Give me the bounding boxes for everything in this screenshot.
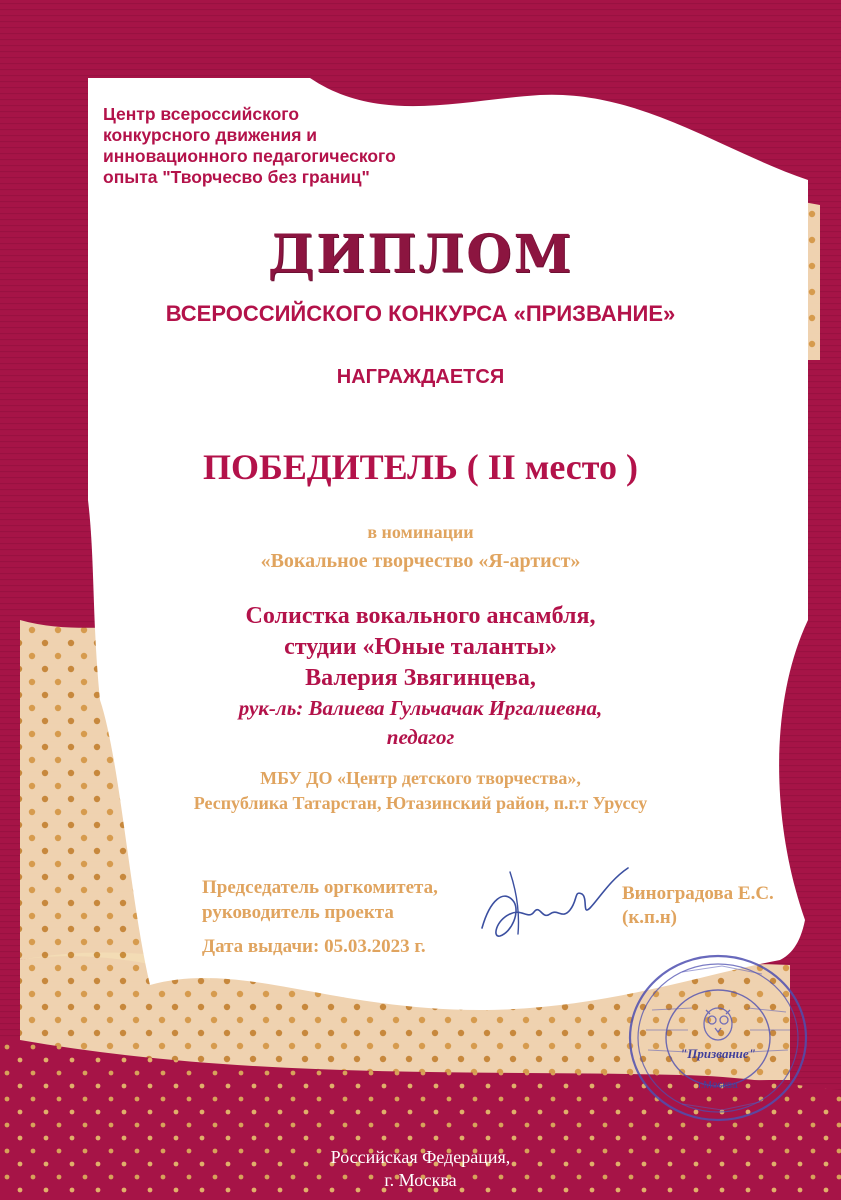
awarded-label: НАГРАЖДАЕТСЯ [336,366,505,388]
winner-description: Солистка вокального ансамбля, [245,603,596,629]
signatory-degree: (к.п.н) [622,907,677,928]
paper-sheet [88,78,808,1010]
institution-name: МБУ ДО «Центр детского творчества», [260,768,581,788]
winner-studio: студии «Юные таланты» [284,634,557,660]
nomination-label: в номинации [367,522,474,542]
signatory-name: Виноградова Е.С. [622,883,774,904]
footer-city: г. Москва [384,1170,457,1190]
institution-location: Республика Татарстан, Ютазинский район, п.г.т Уруссу [193,793,648,813]
signatory-role-2: руководитель проекта [202,902,394,923]
leader-role: педагог [386,725,455,749]
stamp-seal [622,950,814,1126]
stamp-city: г.Москва [698,1080,738,1091]
winner-name: Валерия Звягинцева, [305,665,536,691]
stamp-center-text: "Призвание" [680,1046,756,1061]
organizer-line: конкурсного движения и [103,125,318,145]
issue-date: Дата выдачи: 05.03.2023 г. [202,936,426,957]
diploma-title: ДИПЛОМ [267,224,574,285]
signatory-role: Председатель оргкомитета, [202,877,438,898]
footer-country: Российская Федерация, [330,1147,511,1167]
signature-mark [470,850,640,950]
leader-name: рук-ль: Валиева Гульчачак Иргалиевна, [238,696,603,720]
organizer-line: инновационного педагогического [103,146,396,166]
nomination-name: «Вокальное творчество «Я-артист» [260,550,581,572]
organizer-line: Центр всероссийского [103,104,300,124]
organizer-line: опыта "Творчесво без границ" [103,167,370,187]
organizer-block [103,104,433,188]
result-title: ПОБЕДИТЕЛЬ ( II место ) [203,447,638,487]
contest-name: ВСЕРОССИЙСКОГО КОНКУРСА «ПРИЗВАНИЕ» [165,301,676,326]
